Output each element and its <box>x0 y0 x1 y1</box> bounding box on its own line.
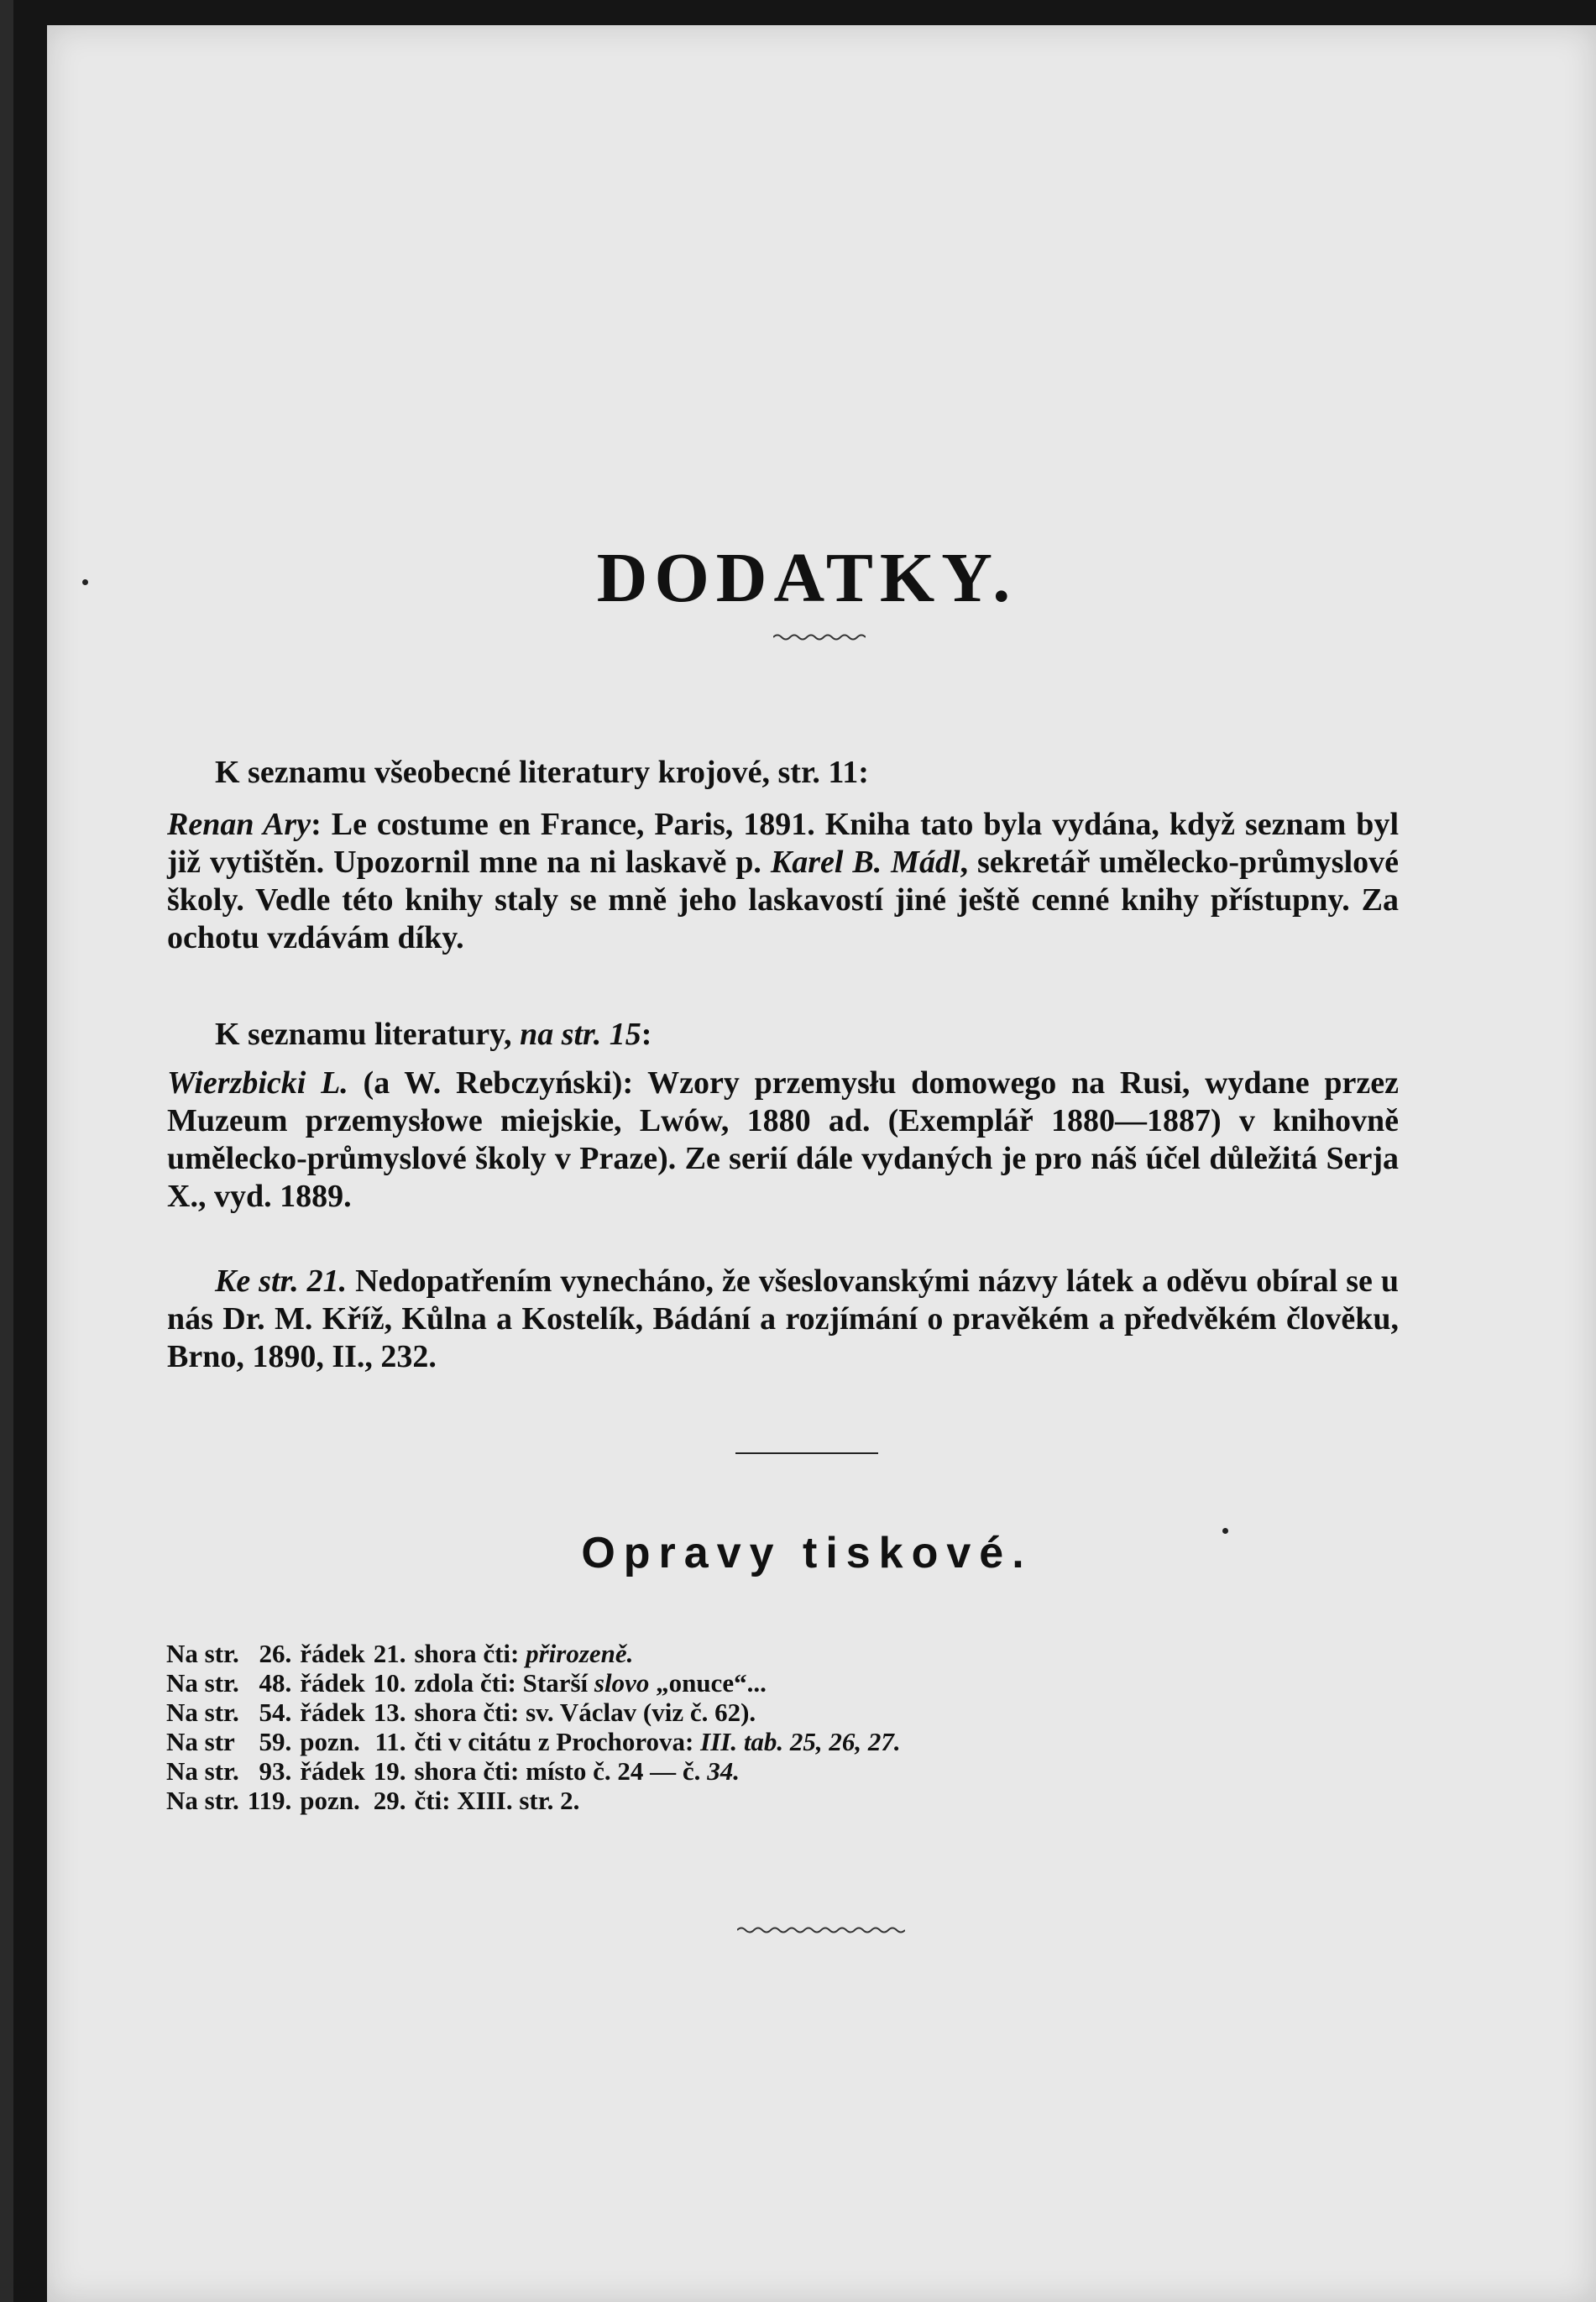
errata-rows <box>166 1639 909 1815</box>
correction-text: shora čti: <box>414 1639 526 1668</box>
heading-literature-suffix: : <box>641 1017 652 1052</box>
errata-page: 48. <box>259 1668 292 1698</box>
correction-text: shora čti: místo č. 24 — č. <box>414 1756 708 1786</box>
entry-author: Wierzbicki L. <box>167 1065 348 1101</box>
title-ornament <box>773 631 866 643</box>
end-ornament <box>737 1924 905 1936</box>
supplement-heading-general <box>215 754 1399 792</box>
errata-kind: řádek <box>300 1756 365 1786</box>
page-title: DODATKY. <box>596 539 1018 617</box>
errata-page: 119. <box>247 1786 292 1815</box>
errata-line: 19. <box>373 1756 406 1786</box>
errata-label: Na str. <box>166 1698 239 1727</box>
errata-kind: pozn. <box>300 1786 360 1815</box>
errata-correction <box>415 1756 909 1786</box>
errata-row <box>166 1727 909 1756</box>
errata-kind: řádek <box>300 1668 365 1698</box>
correction-text: čti v citátu z Prochorova: <box>414 1727 701 1756</box>
entry-person: Karel B. Mádl <box>770 845 960 880</box>
errata-row <box>166 1639 909 1668</box>
errata-line: 21. <box>373 1639 406 1668</box>
errata-line: 10. <box>373 1668 406 1698</box>
correction-italic: přirozeně. <box>526 1639 634 1668</box>
entry-author: Renan Ary <box>167 807 311 842</box>
errata-line: 13. <box>373 1698 406 1727</box>
errata-kind: pozn. <box>300 1727 360 1756</box>
errata-table <box>166 1639 909 1815</box>
correction-text: zdola čti: Starší <box>414 1668 594 1698</box>
heading-literature-page: na str. 15 <box>520 1017 641 1052</box>
correction-italic: III. tab. 25, 26, 27. <box>700 1727 901 1756</box>
errata-correction <box>415 1786 909 1815</box>
errata-page: 26. <box>259 1639 292 1668</box>
errata-row <box>166 1756 909 1786</box>
errata-page: 54. <box>259 1698 292 1727</box>
errata-row <box>166 1786 909 1815</box>
supplement-entry-wierzbicki <box>167 1065 1399 1216</box>
supplement-entry-renan <box>167 806 1399 957</box>
book-page <box>47 25 1596 2302</box>
errata-kind: řádek <box>300 1698 365 1727</box>
errata-correction <box>415 1668 909 1698</box>
errata-page: 59. <box>259 1727 292 1756</box>
errata-label: Na str. <box>166 1668 239 1698</box>
errata-line: 29. <box>373 1786 406 1815</box>
print-speck <box>1222 1528 1228 1534</box>
supplement-entry-p21 <box>167 1263 1399 1376</box>
heading-literature-prefix: K seznamu literatury, <box>215 1017 521 1052</box>
correction-italic: slovo <box>594 1668 650 1698</box>
heading-general-text: K seznamu všeobecné literatury krojové, str. 11: <box>215 755 869 790</box>
errata-label: Na str. <box>166 1786 239 1815</box>
errata-kind: řádek <box>300 1639 365 1668</box>
errata-label: Na str. <box>166 1639 239 1668</box>
errata-correction <box>415 1639 909 1668</box>
margin-speck <box>82 579 88 585</box>
errata-row <box>166 1668 909 1698</box>
section-divider <box>735 1452 878 1454</box>
errata-line: 11. <box>374 1727 406 1756</box>
entry-reference: Ke str. 21. <box>215 1263 348 1299</box>
errata-label: Na str. <box>166 1756 239 1786</box>
correction-text: čti: XIII. str. 2. <box>414 1786 580 1815</box>
correction-tail: „onuce“... <box>649 1668 767 1698</box>
correction-italic: 34. <box>707 1756 740 1786</box>
errata-correction <box>415 1698 909 1727</box>
correction-text: shora čti: sv. Václav (viz č. 62). <box>414 1698 756 1727</box>
entry-text: Nedopatřením vynecháno, že všeslovanskými názvy látek a oděvu obíral se u nás Dr. M. Kříž, Kůlna a Kostelík, Bádání a rozjímání o pravěkém a předvěkém člověku, Brno, 1890, II., 232. <box>167 1263 1399 1374</box>
entry-text-continued: , sekretář umělecko-průmyslové školy. Vedle této knihy staly se mně jeho laskavostí jiné ještě cenné knihy přístupny. Za ochotu vzdávám díky. <box>167 845 1400 955</box>
entry-text: (a W. Rebczyński): Wzory przemysłu domowego na Rusi, wydane przez Muzeum przemysłowe miejskie, Lwów, 1880 ad. (Exemplář 1880—1887) v knihovně umělecko-průmyslové školy v Praze). Ze serií dále vydaných je pro náš účel důležitá Serja X., vyd. 1889. <box>167 1065 1399 1214</box>
errata-page: 93. <box>259 1756 292 1786</box>
errata-row <box>166 1698 909 1727</box>
errata-correction <box>415 1727 909 1756</box>
errata-label: Na str <box>166 1727 235 1756</box>
entry-text: : Le costume en France, Paris, 1891. Kniha tato byla vydána, když seznam byl již vytištěn. Upozornil mne na ni laskavě p. <box>167 807 1400 880</box>
errata-title: Opravy tiskové. <box>581 1529 1033 1577</box>
scan-left-edge <box>0 0 13 2302</box>
supplement-heading-literature <box>215 1016 1399 1054</box>
